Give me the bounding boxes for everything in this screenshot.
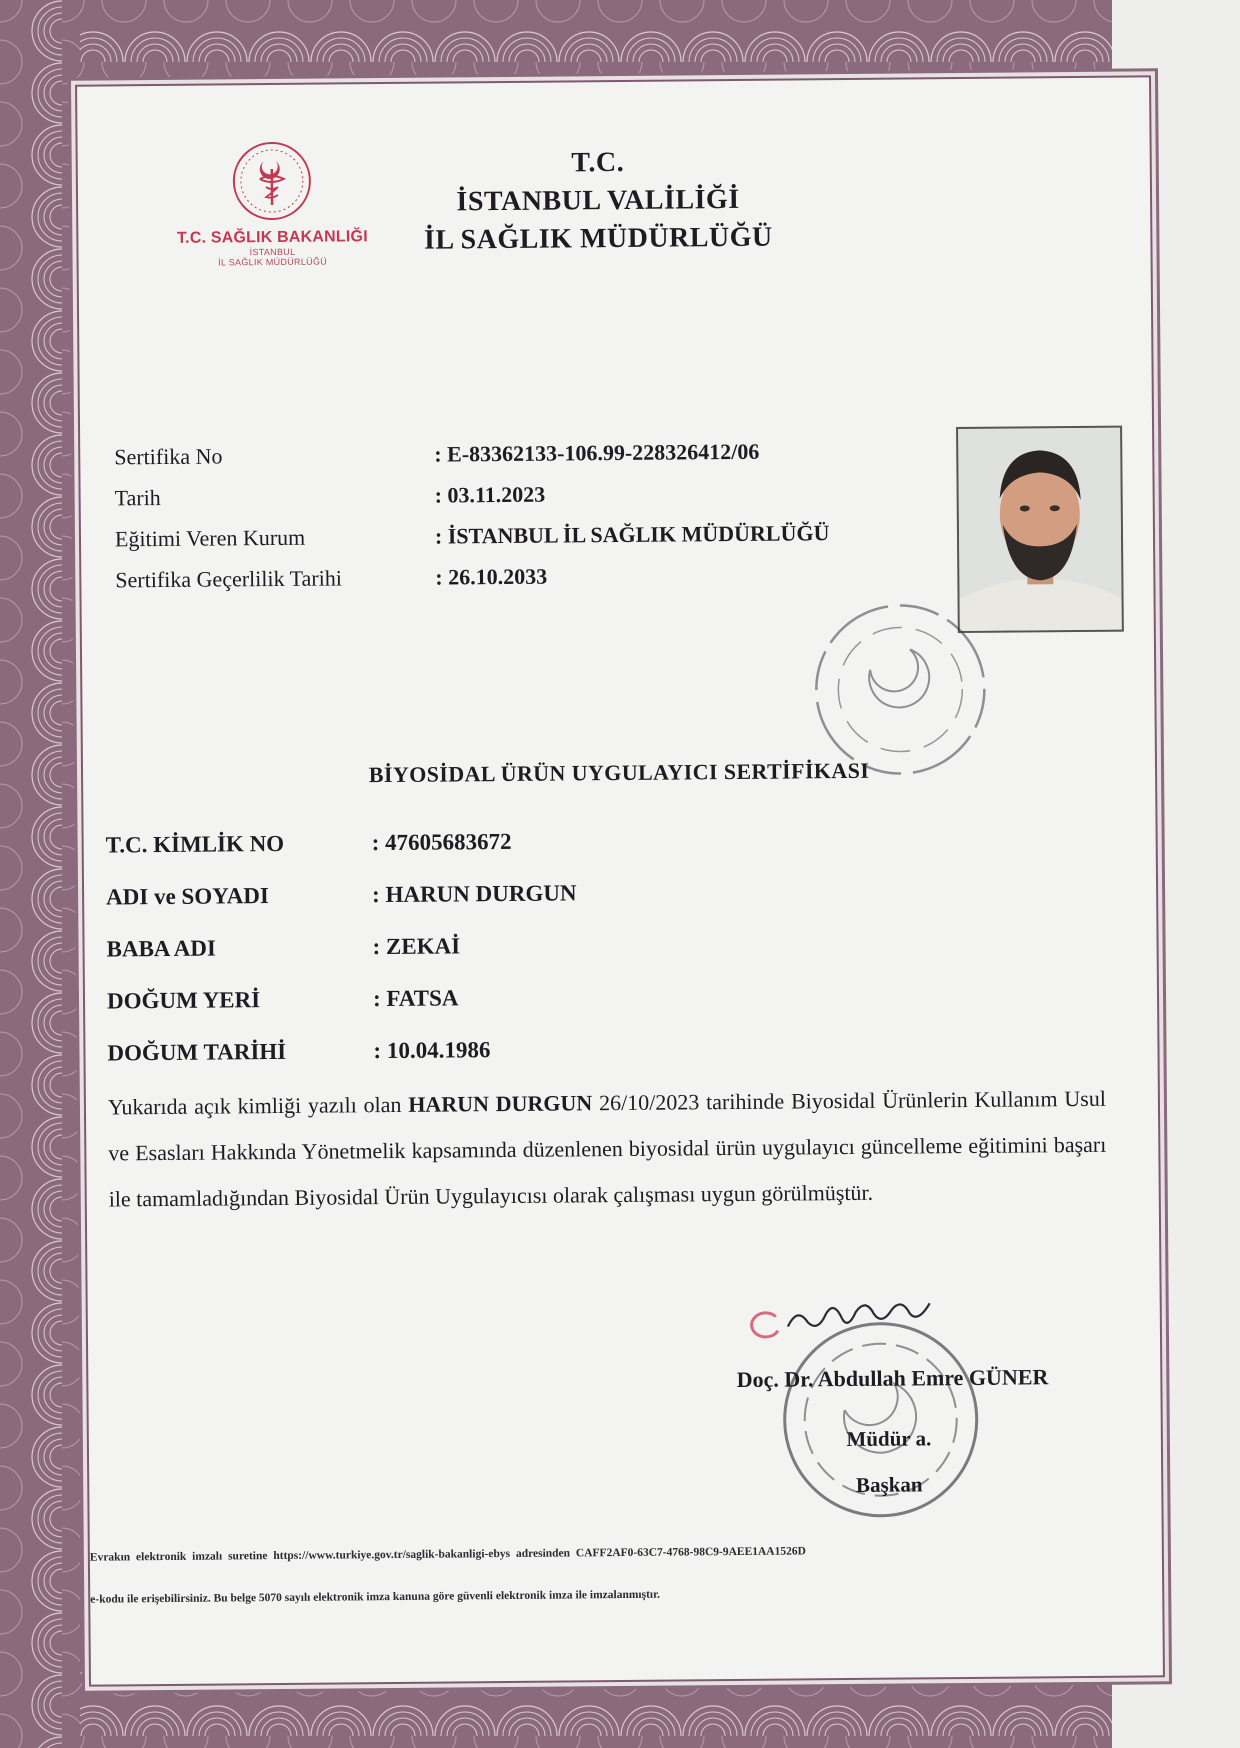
tc-label: T.C. KİMLİK NO [105, 830, 285, 858]
person-row-father [106, 919, 577, 975]
gecerlilik-value: : 26.10.2033 [435, 563, 548, 590]
certificate-title: BİYOSİDAL ÜRÜN UYGULAYICI SERTİFİKASI [368, 757, 870, 788]
info-row-kurum [115, 512, 830, 559]
father-value: : ZEKAİ [372, 933, 461, 960]
signer-name: Doç. Dr. Abdullah Emre GÜNER [736, 1364, 1049, 1393]
kurum-label: Eğitimi Veren Kurum [114, 524, 306, 552]
logo-line-3: İL SAĞLIK MÜDÜRLÜĞÜ [218, 256, 328, 268]
body-part-1: Yukarıda açık kimliği yazılı olan [107, 1091, 409, 1120]
body-part-2: 26/10/2023 tarihinde Biyosidal Ürünlerin Kullanım Usul ve Esasları Hakkında Yönetmelik kapsamında düzenlenen biyosidal ürün uygulayıcı güncelleme eğitimini başarı ile tamamladığından Biyosidal Ürün Uygulayıcısı olarak çalışması uygun görülmüştür. [108, 1085, 1107, 1212]
header-line-3: İL SAĞLIK MÜDÜRLÜĞÜ [423, 221, 773, 256]
official-stamp-icon [800, 599, 1002, 781]
ministry-emblem-icon [230, 139, 315, 224]
certificate-body [108, 1076, 1107, 1223]
footer-line-2: e-kodu ile erişebilirsiniz. Bu belge 5070 sayılı elektronik imza kanuna göre güvenli elektronik imza ile imzalanmıştır. [90, 1588, 661, 1606]
signer-title [789, 1415, 990, 1509]
info-row-tarih [114, 471, 829, 518]
person-details [105, 815, 578, 1079]
ministry-logo [152, 138, 393, 268]
gecerlilik-label: Sertifika Geçerlilik Tarihi [115, 565, 342, 593]
person-row-birthplace [107, 971, 578, 1027]
person-row-tc [105, 815, 576, 871]
birthdate-value: : 10.04.1986 [373, 1037, 491, 1064]
person-row-name [106, 867, 577, 923]
tarih-label: Tarih [114, 484, 161, 511]
info-row-gecerlilik [115, 553, 830, 600]
father-label: BABA ADI [106, 935, 216, 962]
signer-title-line-2: Başkan [855, 1472, 923, 1497]
info-row-sertifika-no [114, 430, 829, 477]
footer-line-1: Evrakın elektronik imzalı suretine https://www.turkiye.gov.tr/saglik-bakanligi-ebys adresinden CAFF2AF0-63C7-4768-98C9-9AEE1AA1526D [89, 1545, 806, 1564]
tc-value: : 47605683672 [371, 828, 512, 856]
birthdate-label: DOĞUM TARİHİ [107, 1038, 287, 1066]
document-footer [90, 1527, 1163, 1620]
sertifika-no-label: Sertifika No [114, 443, 223, 470]
name-label: ADI ve SOYADI [106, 883, 269, 910]
logo-line-1: T.C. SAĞLIK BAKANLIĞI [176, 228, 368, 247]
body-name: HARUN DURGUN [408, 1090, 593, 1117]
certificate-info [114, 430, 830, 600]
header-line-2: İSTANBUL VALİLİĞİ [456, 183, 740, 218]
person-row-birthdate [107, 1023, 578, 1079]
kurum-value: : İSTANBUL İL SAĞLIK MÜDÜRLÜĞÜ [434, 520, 830, 549]
tarih-value: : 03.11.2023 [434, 481, 546, 508]
sertifika-no-value: : E-83362133-106.99-228326412/06 [434, 438, 760, 467]
birthplace-value: : FATSA [372, 985, 459, 1012]
birthplace-label: DOĞUM YERİ [106, 987, 261, 1014]
logo-line-2: İSTANBUL [249, 246, 296, 258]
document-header [378, 142, 819, 260]
header-line-1: T.C. [571, 146, 625, 179]
signer-title-line-1: Müdür a. [846, 1426, 932, 1452]
certificate-paper [77, 77, 1163, 1684]
name-value: : HARUN DURGUN [372, 880, 577, 908]
